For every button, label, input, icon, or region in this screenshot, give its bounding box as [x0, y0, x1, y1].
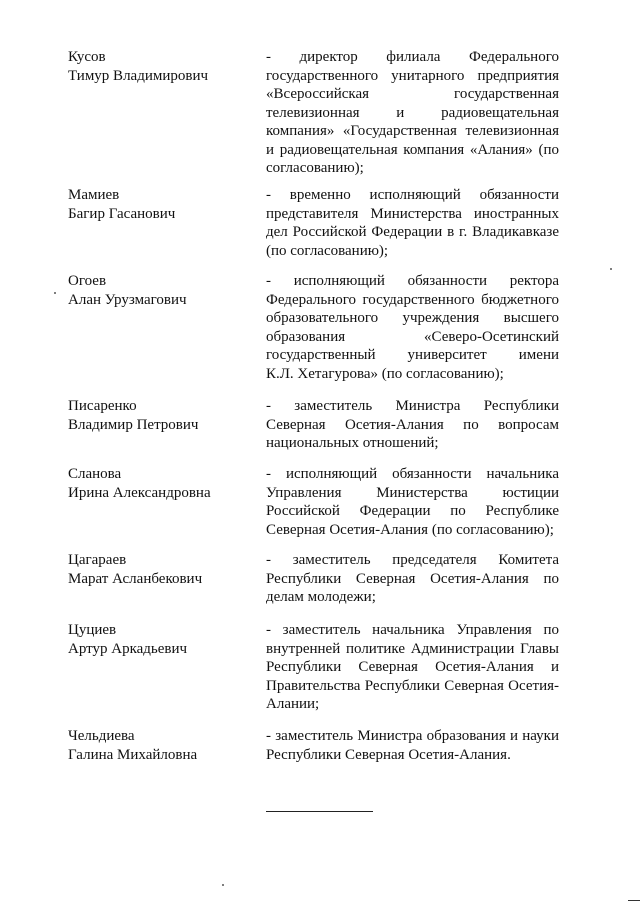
member-surname: Огоев	[68, 273, 107, 289]
position-line: Алании;	[266, 696, 320, 712]
member-surname: Кусов	[68, 49, 106, 65]
member-given-name: Алан Урузмагович	[68, 291, 187, 308]
member-position	[266, 397, 559, 453]
position-line: - исполняющий обязанности ректора	[266, 273, 559, 289]
position-line: Российской Федерации по Республике	[266, 503, 559, 519]
position-line: образования «Северо-Осетинский	[266, 328, 559, 345]
position-line: дел Российской Федерации в г. Владикавказе	[266, 224, 559, 240]
position-line: Правительства Республики Северная Осетия-	[266, 677, 559, 694]
position-line: Северная Осетия-Алания (по согласованию);	[266, 521, 554, 538]
position-line: национальных отношений;	[266, 435, 439, 451]
position-line: - временно исполняющий обязанности	[266, 187, 559, 203]
position-line: - заместитель Министра образования и науки	[266, 728, 559, 744]
member-name	[68, 621, 248, 658]
position-line: Федерального государственного бюджетного	[266, 291, 559, 308]
member-name	[68, 465, 248, 502]
member-position	[266, 727, 559, 764]
position-line: внутренней политике Администрации Главы	[266, 640, 559, 657]
position-line: - директор филиала Федерального	[266, 49, 559, 65]
member-surname: Цуциев	[68, 622, 117, 638]
position-line: делам молодежи;	[266, 589, 376, 605]
position-line: - заместитель начальника Управления по	[266, 622, 559, 638]
position-line: Управления Министерства юстиции	[266, 484, 559, 501]
member-given-name: Марат Асланбекович	[68, 570, 203, 587]
member-position	[266, 465, 559, 539]
member-surname: Сланова	[68, 466, 122, 482]
position-line: государственный университет имени	[266, 347, 559, 363]
position-line: представителя Министерства иностранных	[266, 205, 559, 222]
scan-edge-mark	[628, 900, 640, 901]
position-line: Республики Северная Осетия-Алания и	[266, 659, 559, 675]
member-surname: Писаренко	[68, 398, 137, 414]
position-line: (по согласованию);	[266, 242, 389, 259]
member-given-name: Тимур Владимирович	[68, 67, 209, 84]
member-surname: Цагараев	[68, 552, 127, 568]
member-name	[68, 272, 248, 309]
member-position	[266, 551, 559, 607]
member-name	[68, 727, 248, 764]
position-line: компания» «Государственная телевизионная	[266, 123, 559, 139]
position-line: согласованию);	[266, 160, 364, 176]
member-given-name: Артур Аркадьевич	[68, 640, 188, 657]
member-given-name: Владимир Петрович	[68, 416, 199, 433]
position-line: Республики Северная Осетия-Алания по	[266, 570, 559, 587]
member-given-name: Багир Гасанович	[68, 205, 176, 222]
scan-speck	[54, 292, 56, 294]
member-position	[266, 186, 559, 260]
position-line: Республики Северная Осетия-Алания.	[266, 746, 511, 763]
member-given-name: Ирина Александровна	[68, 484, 211, 501]
member-position	[266, 48, 559, 178]
position-line: телевизионная и радиовещательная	[266, 104, 559, 121]
position-line: «Всероссийская государственная	[266, 86, 559, 102]
member-surname: Мамиев	[68, 187, 120, 203]
member-name	[68, 397, 248, 434]
member-name	[68, 551, 248, 588]
position-line: Северная Осетия-Алания по вопросам	[266, 416, 559, 433]
position-line: К.Л. Хетагурова» (по согласованию);	[266, 365, 504, 382]
position-line: - исполняющий обязанности начальника	[266, 466, 559, 482]
member-position	[266, 621, 559, 714]
position-line: государственного унитарного предприятия	[266, 67, 559, 84]
member-name	[68, 186, 248, 223]
scan-speck	[222, 884, 224, 886]
member-surname: Чельдиева	[68, 728, 135, 744]
position-line: образовательного учреждения высшего	[266, 310, 559, 326]
member-position	[266, 272, 559, 383]
position-line: - заместитель Министра Республики	[266, 398, 559, 414]
scan-speck	[610, 268, 612, 270]
member-name	[68, 48, 248, 85]
position-line: - заместитель председателя Комитета	[266, 552, 559, 568]
closing-rule	[266, 811, 373, 812]
position-line: и радиовещательная компания «Алания» (по	[266, 141, 559, 158]
member-given-name: Галина Михайловна	[68, 746, 198, 763]
